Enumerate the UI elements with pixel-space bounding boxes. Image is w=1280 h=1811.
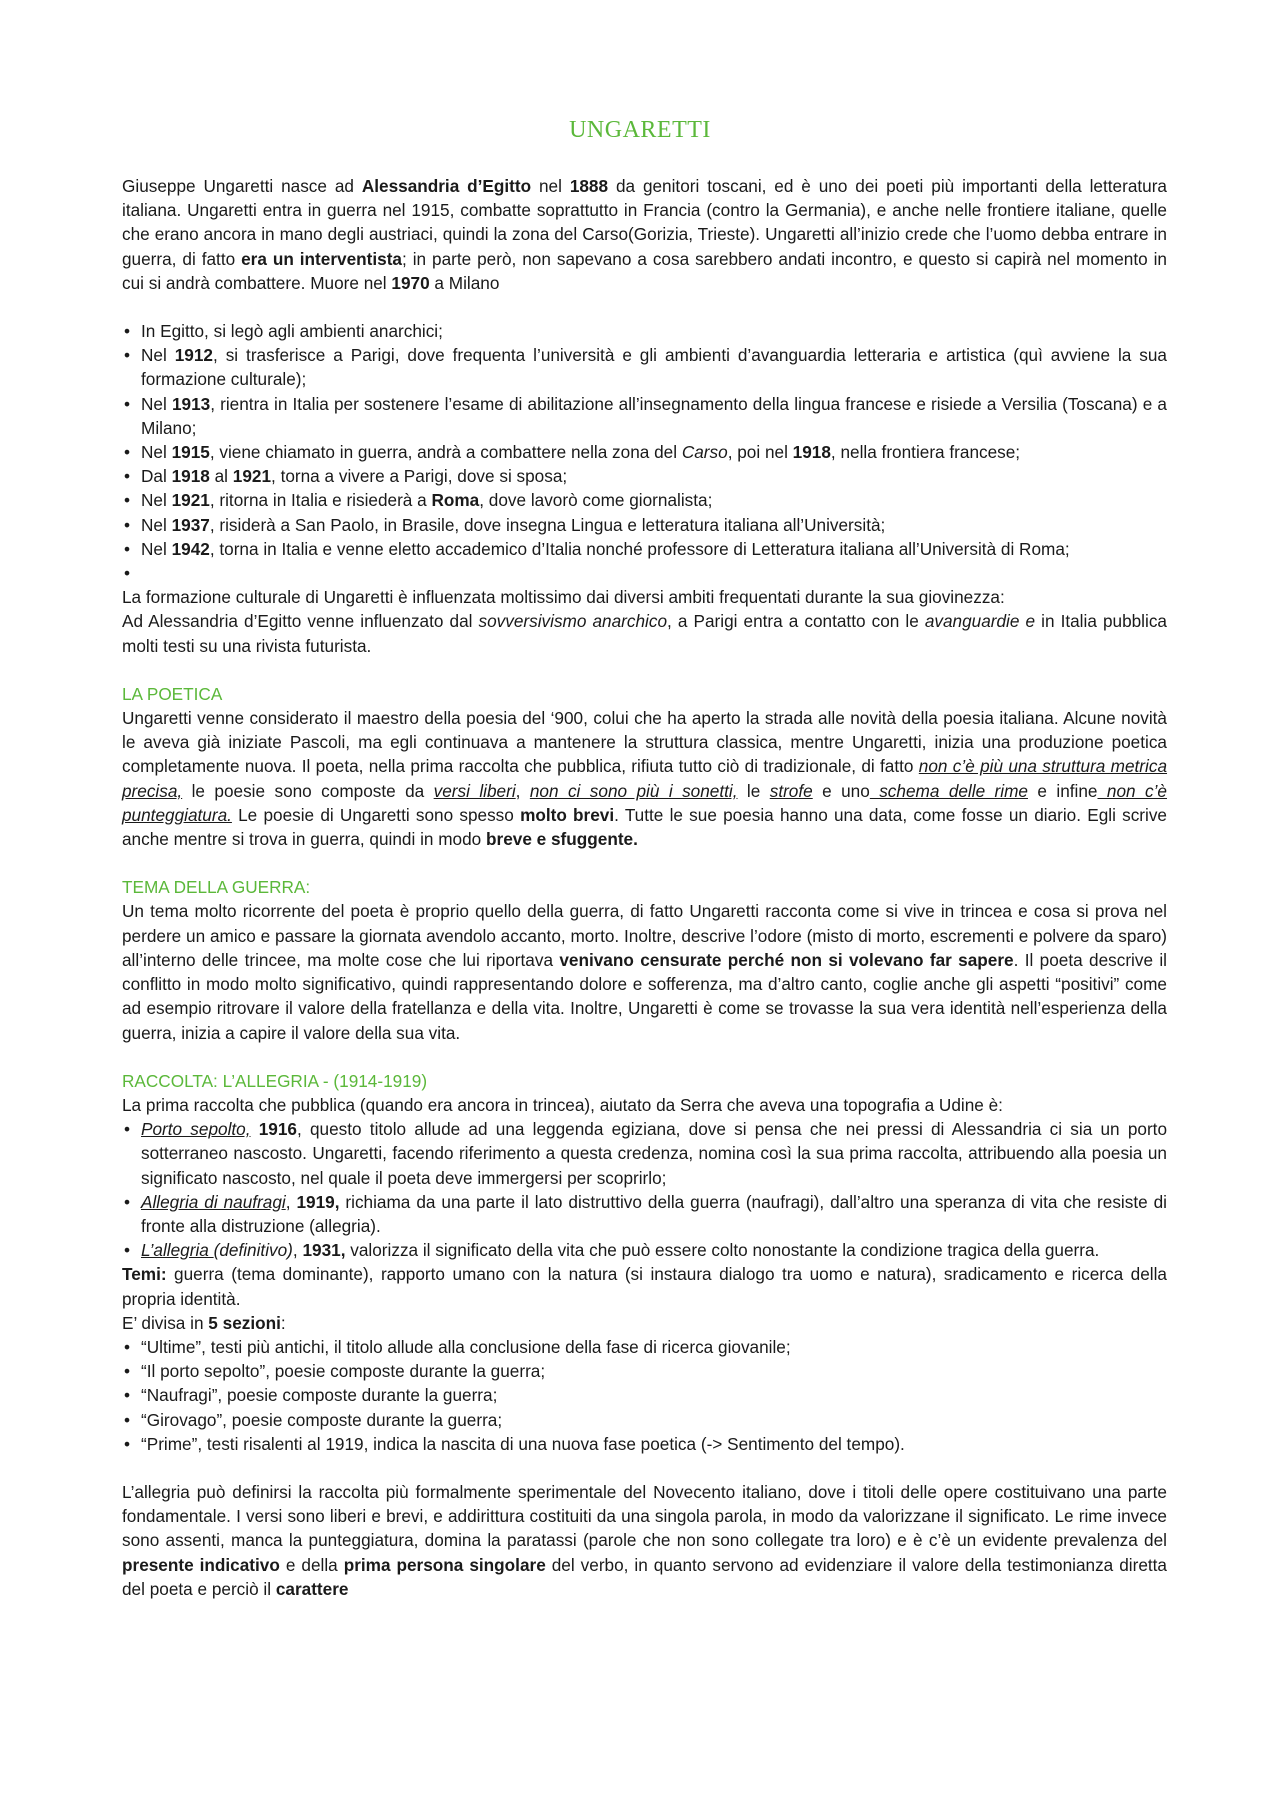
list-item: • “Il porto sepolto”, poesie composte durante la guerra; bbox=[122, 1359, 1167, 1383]
sezioni-line: E’ divisa in 5 sezioni: bbox=[122, 1312, 286, 1333]
poetica-paragraph: Ungaretti venne considerato il maestro della poesia del ‘900, colui che ha aperto la strada alle novità della poesia italiana. Alcune novità le aveva già iniziate Pascoli, ma egli continuava a mantenere la struttura classica, mentre Ungaretti, inizia una produzione poetica completamente nuova. Il poeta, nella prima raccolta che pubblica, rifiuta tutto ciò di tradizionale, di fatto non c’è più una struttura metrica precisa, le poesie sono composte da versi liberi, non ci sono più i sonetti, le strofe e uno schema delle rime e infine non c’è punteggiatura. Le poesie di Ungaretti sono spesso molto brevi. Tutte le sue poesia hanno una data, come fosse un diario. Egli scrive anche mentre si trova in guerra, quindi in modo breve e sfuggente. bbox=[122, 708, 1168, 850]
formazione-paragraph-2: Ad Alessandria d’Egitto venne influenzato dal sovversivismo anarchico, a Parigi entra a contatto con le avanguardie e in Italia pubblica molti testi su una rivista futurista. bbox=[122, 611, 1167, 656]
temi-paragraph: Temi: guerra (tema dominante), rapporto umano con la natura (si instaura dialogo tra uomo e natura), sradicamento e ricerca della propria identità. bbox=[122, 1264, 1167, 1309]
allegria-paragraph: L’allegria può definirsi la raccolta più formalmente sperimentale del Novecento italiano, dove i titoli delle opere costituivano una parte fondamentale. I versi sono liberi e brevi, e addirittura costituiti da una singola parola, in modo da valorizzane il significato. Le rime invece sono assenti, manca la punteggiatura, domina la paratassi (parole che non sono collegate tra loro) e è c’è un evidente prevalenza del presente indicativo e della prima persona singolare del verbo, in quanto servono ad evidenziare il valore della testimonianza diretta del poeta e perciò il carattere bbox=[122, 1481, 1167, 1599]
list-item: • Nel 1912, si trasferisce a Parigi, dove frequenta l’università e gli ambienti d’avanguardia letteraria e artistica (quì avviene la sua formazione culturale); bbox=[122, 343, 1167, 391]
section-heading-poetica: LA POETICA bbox=[122, 683, 223, 704]
list-item: • Nel 1937, risiderà a San Paolo, in Brasile, dove insegna Lingua e letteratura italiana all’Università; bbox=[122, 513, 1167, 537]
raccolta-intro: La prima raccolta che pubblica (quando era ancora in trincea), aiutato da Serra che aveva una topografia a Udine è: bbox=[122, 1094, 1003, 1115]
list-item: • “Prime”, testi risalenti al 1919, indica la nascita di una nuova fase poetica (-> Sentimento del tempo). bbox=[122, 1432, 1167, 1456]
page-title: UNGARETTI bbox=[569, 117, 711, 143]
list-item: • Porto sepolto, 1916, questo titolo allude ad una leggenda egiziana, dove si pensa che nei pressi di Alessandria ci sia un porto sotterraneo nascosto. Ungaretti, facendo riferimento a questa credenza, nomina così la sua prima raccolta, attribuendo alla poesia un significato nascosto, nel quale il poeta deve immergersi per scoprirlo; bbox=[122, 1117, 1167, 1190]
raccolta-list bbox=[122, 1117, 1167, 1262]
list-item: • “Ultime”, testi più antichi, il titolo allude alla conclusione della fase di ricerca giovanile; bbox=[122, 1335, 1167, 1359]
sezioni-list bbox=[122, 1335, 1167, 1456]
guerra-paragraph: Un tema molto ricorrente del poeta è proprio quello della guerra, di fatto Ungaretti racconta come si vive in trincea e cosa si prova nel perdere un amico e passare la giornata avendolo accanto, morto. Inoltre, descrive l’odore (misto di morto, escrementi e polvere da sparo) all’interno delle trincee, ma molte cose che lui riportava venivano censurate perché non si volevano far sapere. Il poeta descrive il conflitto in modo molto significativo, quindi rappresentando dolore e sofferenza, ma d’altro canto, coglie anche gli aspetti “positivi” come ad esempio ritrovare il valore della fratellanza e della vita. Inoltre, Ungaretti è come se trovasse la sua vera identità nell’esperienza della guerra, inizia a capire il valore della sua vita. bbox=[122, 901, 1167, 1043]
list-item: • In Egitto, si legò agli ambienti anarchici; bbox=[122, 319, 1167, 343]
section-heading-raccolta: RACCOLTA: L’ALLEGRIA - (1914-1919) bbox=[122, 1070, 428, 1091]
bio-list bbox=[122, 319, 1167, 585]
list-item: • “Girovago”, poesie composte durante la guerra; bbox=[122, 1408, 1167, 1432]
document-body bbox=[122, 174, 1167, 1601]
list-item: • “Naufragi”, poesie composte durante la guerra; bbox=[122, 1383, 1167, 1407]
list-item-empty bbox=[122, 561, 1167, 585]
list-item: • L’allegria (definitivo), 1931, valorizza il significato della vita che può essere colto nonostante la condizione tragica della guerra. bbox=[122, 1238, 1167, 1262]
list-item: • Nel 1913, rientra in Italia per sostenere l’esame di abilitazione all’insegnamento della lingua francese e risiede a Versilia (Toscana) e a Milano; bbox=[122, 392, 1167, 440]
list-item: • Nel 1915, viene chiamato in guerra, andrà a combattere nella zona del Carso, poi nel 1918, nella frontiera francese; bbox=[122, 440, 1167, 464]
section-heading-guerra: TEMA DELLA GUERRA: bbox=[122, 877, 311, 898]
list-item: • Dal 1918 al 1921, torna a vivere a Parigi, dove si sposa; bbox=[122, 464, 1167, 488]
list-item: • Allegria di naufragi, 1919, richiama da una parte il lato distruttivo della guerra (naufragi), dall’altro una speranza di vita che resiste di fronte alla distruzione (allegria). bbox=[122, 1190, 1167, 1238]
intro-paragraph: Giuseppe Ungaretti nasce ad Alessandria d’Egitto nel 1888 da genitori toscani, ed è uno dei poeti più importanti della letteratura italiana. Ungaretti entra in guerra nel 1915, combatte soprattutto in Francia (contro la Germania), e anche nelle frontiere italiane, quelle che erano ancora in mano degli austriaci, quindi la zona del Carso(Gorizia, Trieste). Ungaretti all’inizio crede che l’uomo debba entrare in guerra, di fatto era un interventista; in parte però, non sapevano a cosa sarebbero andati incontro, e questo si capirà nel momento in cui si andrà combattere. Muore nel 1970 a Milano bbox=[122, 176, 1167, 293]
formazione-paragraph: La formazione culturale di Ungaretti è influenzata moltissimo dai diversi ambiti frequentati durante la sua giovinezza: bbox=[122, 587, 1005, 608]
list-item: • Nel 1942, torna in Italia e venne eletto accademico d’Italia nonché professore di Letteratura italiana all’Università di Roma; bbox=[122, 537, 1167, 561]
list-item: • Nel 1921, ritorna in Italia e risiederà a Roma, dove lavorò come giornalista; bbox=[122, 488, 1167, 512]
